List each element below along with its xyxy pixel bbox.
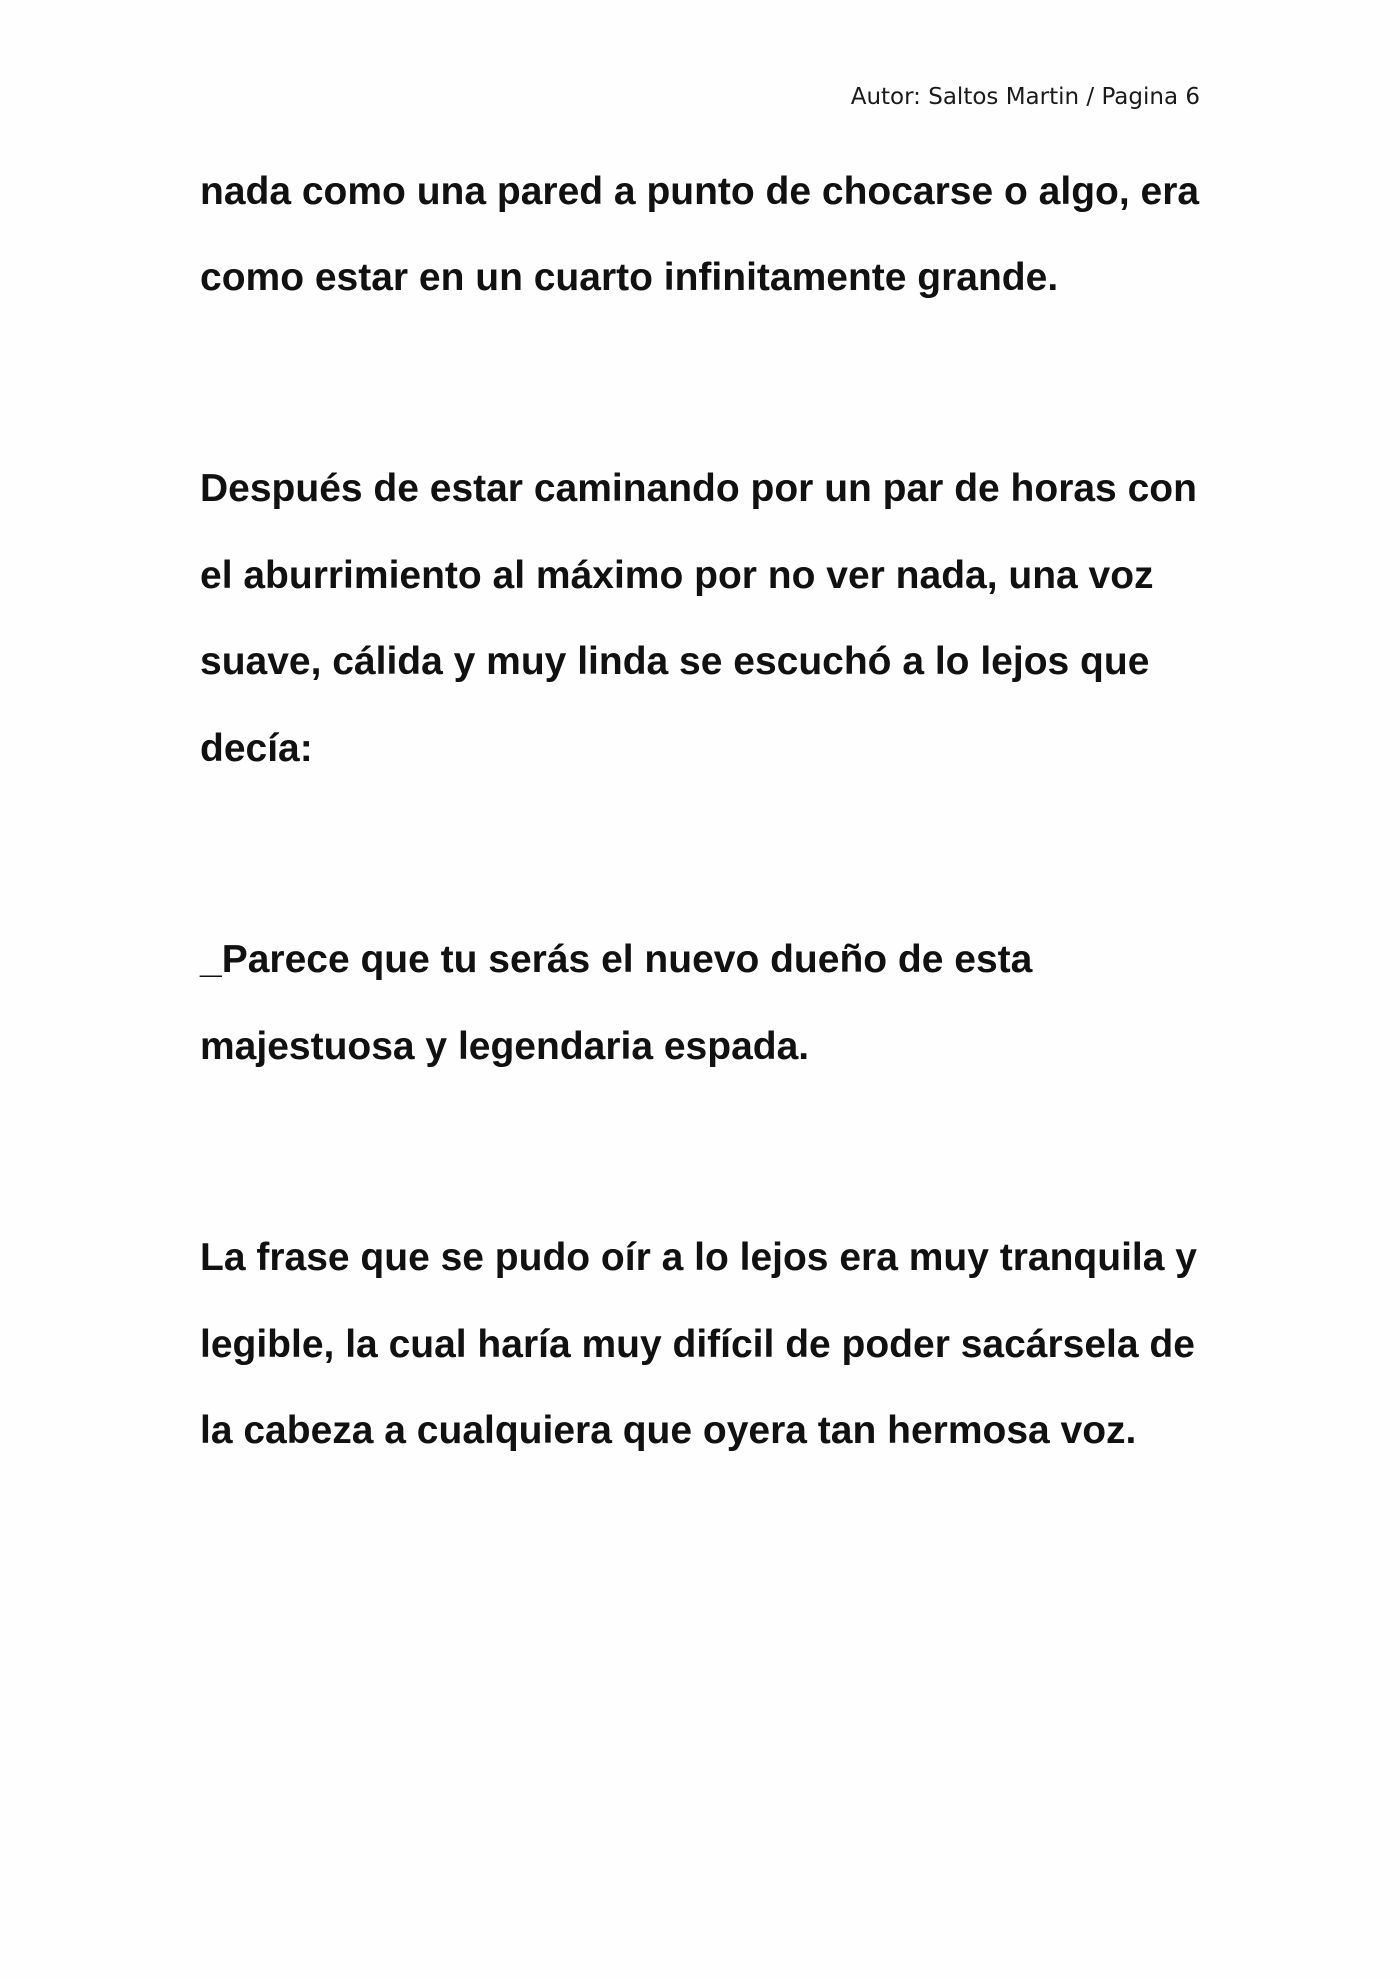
paragraph-4-line-1: La frase que se pudo oír a lo lejos era muy tranquila y (200, 1236, 1197, 1279)
paragraph-3-line-2: majestuosa y legendaria espada. (200, 1025, 810, 1068)
paragraph-2-line-3: suave, cálida y muy linda se escuchó a lo lejos que (200, 640, 1150, 683)
paragraph-4-line-2: legible, la cual haría muy difícil de poder sacársela de (200, 1323, 1195, 1366)
paragraph-4-line-3: la cabeza a cualquiera que oyera tan hermosa voz. (200, 1409, 1137, 1452)
paragraph-1-line-1: nada como una pared a punto de chocarse o algo, era (200, 170, 1200, 213)
paragraph-2-line-4: decía: (200, 727, 313, 770)
paragraph-2-line-1: Después de estar caminando por un par de horas con (200, 467, 1197, 510)
paragraph-3-line-1: _Parece que tu serás el nuevo dueño de esta (200, 938, 1033, 981)
paragraph-2-line-2: el aburrimiento al máximo por no ver nada, una voz (200, 554, 1154, 597)
paragraph-1-line-2: como estar en un cuarto infinitamente grande. (200, 256, 1059, 299)
page-header: Autor: Saltos Martin / Pagina 6 (850, 84, 1200, 110)
